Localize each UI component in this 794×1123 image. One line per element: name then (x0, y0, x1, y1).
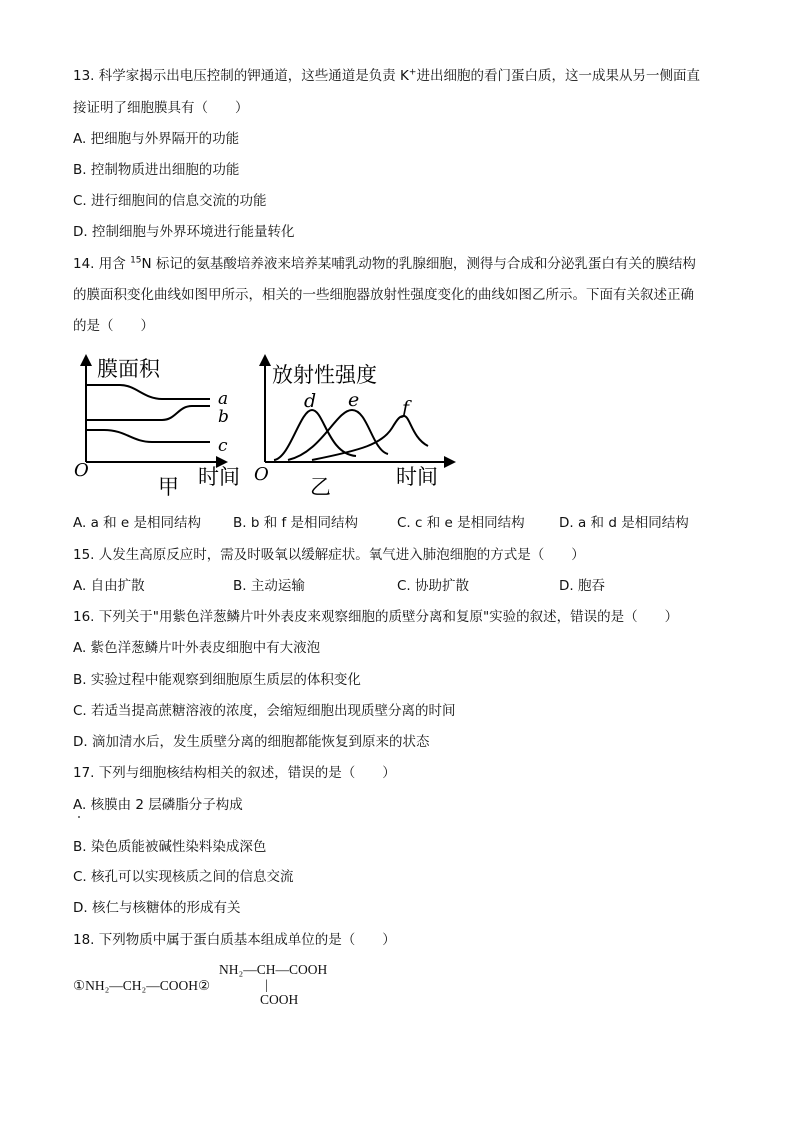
q17-option-b: B. 染色质能被碱性染料染成深色 (73, 839, 267, 855)
yi-label-f: f (402, 397, 410, 419)
q14-option-d: D. a 和 d 是相同结构 (559, 515, 689, 531)
q15-option-b: B. 主动运输 (233, 578, 305, 594)
jia-label-c: c (218, 436, 228, 456)
curve-a (86, 385, 210, 399)
q13-option-b: B. 控制物质进出细胞的功能 (73, 162, 240, 178)
q17-option-d: D. 核仁与核糖体的形成有关 (73, 900, 241, 916)
q15-option-a: A. 自由扩散 (73, 578, 145, 594)
q13-option-c: C. 进行细胞间的信息交流的功能 (73, 193, 267, 209)
q16-option-c: C. 若适当提高蔗糖溶液的浓度，会缩短细胞出现质壁分离的时间 (73, 703, 456, 719)
q13-option-d: D. 控制细胞与外界环境进行能量转化 (73, 224, 295, 240)
yi-xlabel: 时间 (396, 465, 438, 489)
q16-stem: 16. 下列关于"用紫色洋葱鳞片叶外表皮来观察细胞的质壁分离和复原"实验的叙述，错误的是（ ） (73, 609, 679, 625)
q14-stem-line3: 的是（ ） (73, 318, 154, 334)
q14-option-a: A. a 和 e 是相同结构 (73, 515, 202, 531)
jia-xlabel: 时间 (198, 465, 240, 489)
jia-label-a: a (218, 389, 229, 409)
figure-yi (252, 350, 462, 500)
figure-jia (70, 350, 250, 500)
yi-ylabel: 放射性强度 (272, 363, 377, 387)
curve-b (86, 406, 210, 420)
q18-item1-formula: ①NH₂—CH₂—COOH② (73, 978, 211, 993)
q14-option-b: B. b 和 f 是相同结构 (233, 515, 359, 531)
q15-option-d: D. 胞吞 (559, 578, 605, 594)
yi-origin: O (254, 464, 269, 485)
q14-option-c: C. c 和 e 是相同结构 (397, 515, 525, 531)
stray-dot (78, 816, 80, 818)
yi-label-d: d (304, 390, 317, 412)
q17-option-a: A. 核膜由 2 层磷脂分子构成 (73, 797, 243, 813)
curve-c (86, 430, 210, 442)
yi-label-e: e (348, 389, 360, 411)
q15-option-c: C. 协助扩散 (397, 578, 470, 594)
yi-caption: 乙 (310, 475, 331, 499)
q18-item2-bond: | (265, 977, 268, 992)
q18-item2-top: NH₂—CH—COOH (219, 962, 328, 977)
q13-stem-line2: 接证明了细胞膜具有（ ） (73, 100, 249, 116)
q18-stem: 18. 下列物质中属于蛋白质基本组成单位的是（ ） (73, 932, 396, 948)
peak-f (312, 416, 428, 460)
q14-stem-line2: 的膜面积变化曲线如图甲所示，相关的一些细胞器放射性强度变化的曲线如图乙所示。下面有关叙述正确 (73, 287, 694, 303)
q15-stem: 15. 人发生高原反应时，需及时吸氧以缓解症状。氧气进入肺泡细胞的方式是（ ） (73, 547, 585, 563)
q16-option-b: B. 实验过程中能观察到细胞原生质层的体积变化 (73, 672, 361, 688)
q16-option-d: D. 滴加清水后，发生质壁分离的细胞都能恢复到原来的状态 (73, 734, 430, 750)
q13-stem-line1: 13. 科学家揭示出电压控制的钾通道，这些通道是负责 K+进出细胞的看门蛋白质，这一成果从另一侧面直 (73, 67, 700, 84)
jia-label-b: b (218, 407, 229, 427)
q16-option-a: A. 紫色洋葱鳞片叶外表皮细胞中有大液泡 (73, 640, 321, 656)
q13-option-a: A. 把细胞与外界隔开的功能 (73, 131, 240, 147)
q17-stem: 17. 下列与细胞核结构相关的叙述，错误的是（ ） (73, 765, 396, 781)
q17-option-c: C. 核孔可以实现核质之间的信息交流 (73, 869, 294, 885)
jia-ylabel: 膜面积 (97, 357, 160, 381)
q14-stem-line1: 14. 用含 $^{15}$N 标记的氨基酸培养液来培养某哺乳动物的乳腺细胞，测得与合成和分泌乳蛋白有关的膜结构 (73, 255, 696, 272)
q18-item2-bottom: COOH (260, 992, 299, 1007)
jia-caption: 甲 (158, 475, 179, 499)
jia-origin: O (74, 460, 89, 481)
